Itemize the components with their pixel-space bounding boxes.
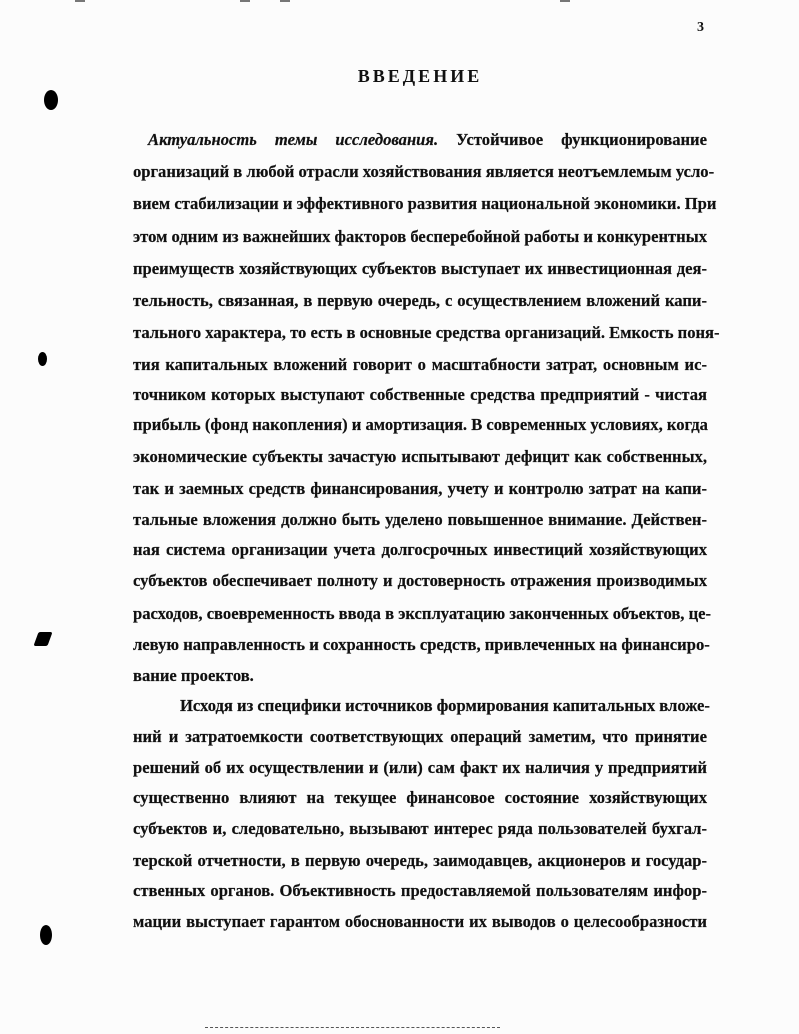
footer-rule <box>205 1027 500 1028</box>
text-line: экономические субъекты зачастую испытывают дефицит как собственных, <box>133 447 707 466</box>
text-line: расходов, своевременность ввода в эксплуатацию законченных объектов, це- <box>133 604 712 623</box>
text-line: субъектов обеспечивает полноту и достоверность отражения производимых <box>133 571 707 590</box>
page-number: 3 <box>697 20 704 35</box>
text-line: этом одним из важнейших факторов бесперебойной работы и конкурентных <box>133 227 707 246</box>
text-line: вием стабилизации и эффективного развития национальной экономики. При <box>133 194 717 213</box>
scan-mark <box>280 0 290 2</box>
text-line: так и заемных средств финансирования, учету и контролю затрат на капи- <box>133 479 707 498</box>
scan-mark <box>75 0 85 2</box>
text-line: левую направленность и сохранность средств, привлеченных на финансиро- <box>133 635 710 654</box>
text-line: организаций в любой отрасли хозяйствования является неотъемлемым усло- <box>133 162 715 181</box>
text-line: Исходя из специфики источников формирования капитальных вложе- <box>180 696 710 715</box>
text-line: прибыль (фонд накопления) и амортизация. В современных условиях, когда <box>133 415 708 434</box>
scan-mark <box>560 0 570 2</box>
text-line: мации выступает гарантом обоснованности их выводов о целесообразности <box>133 912 707 931</box>
text-line: тальные вложения должно быть уделено повышенное внимание. Действен- <box>133 510 707 529</box>
text-line: вание проектов. <box>133 666 254 685</box>
text-line: существенно влияют на текущее финансовое состояние хозяйствующих <box>133 788 707 807</box>
lead-phrase: Актуальность темы исследования. <box>148 130 439 149</box>
text-line <box>148 130 707 150</box>
text-line: тельность, связанная, в первую очередь, с осуществлением вложений капи- <box>133 291 707 310</box>
binder-hole-mark <box>33 632 52 646</box>
binder-hole-mark <box>38 352 47 366</box>
binder-hole-mark <box>44 90 58 110</box>
text-line: ний и затратоемкости соответствующих операций заметим, что принятие <box>133 727 707 746</box>
text-line: терской отчетности, в первую очередь, заимодавцев, акционеров и государ- <box>133 851 707 870</box>
text-line: преимуществ хозяйствующих субъектов выступает их инвестиционная дея- <box>133 259 707 278</box>
text-span: Устойчивое функционирование <box>456 130 707 149</box>
binder-hole-mark <box>40 925 52 945</box>
text-line: ственных органов. Объективность предоставляемой пользователям инфор- <box>133 881 707 900</box>
section-title: ВВЕДЕНИЕ <box>357 66 483 86</box>
text-line: решений об их осуществлении и (или) сам факт их наличия у предприятий <box>133 758 707 777</box>
text-line: тального характера, то есть в основные средства организаций. Емкость поня- <box>133 323 720 342</box>
text-line: тия капитальных вложений говорит о масштабности затрат, основным ис- <box>133 355 707 374</box>
text-line: ная система организации учета долгосрочных инвестиций хозяйствующих <box>133 540 707 559</box>
text-line: субъектов и, следовательно, вызывают интерес ряда пользователей бухгал- <box>133 819 707 838</box>
scan-mark <box>240 0 250 2</box>
text-line: точником которых выступают собственные средства предприятий - чистая <box>133 385 707 404</box>
